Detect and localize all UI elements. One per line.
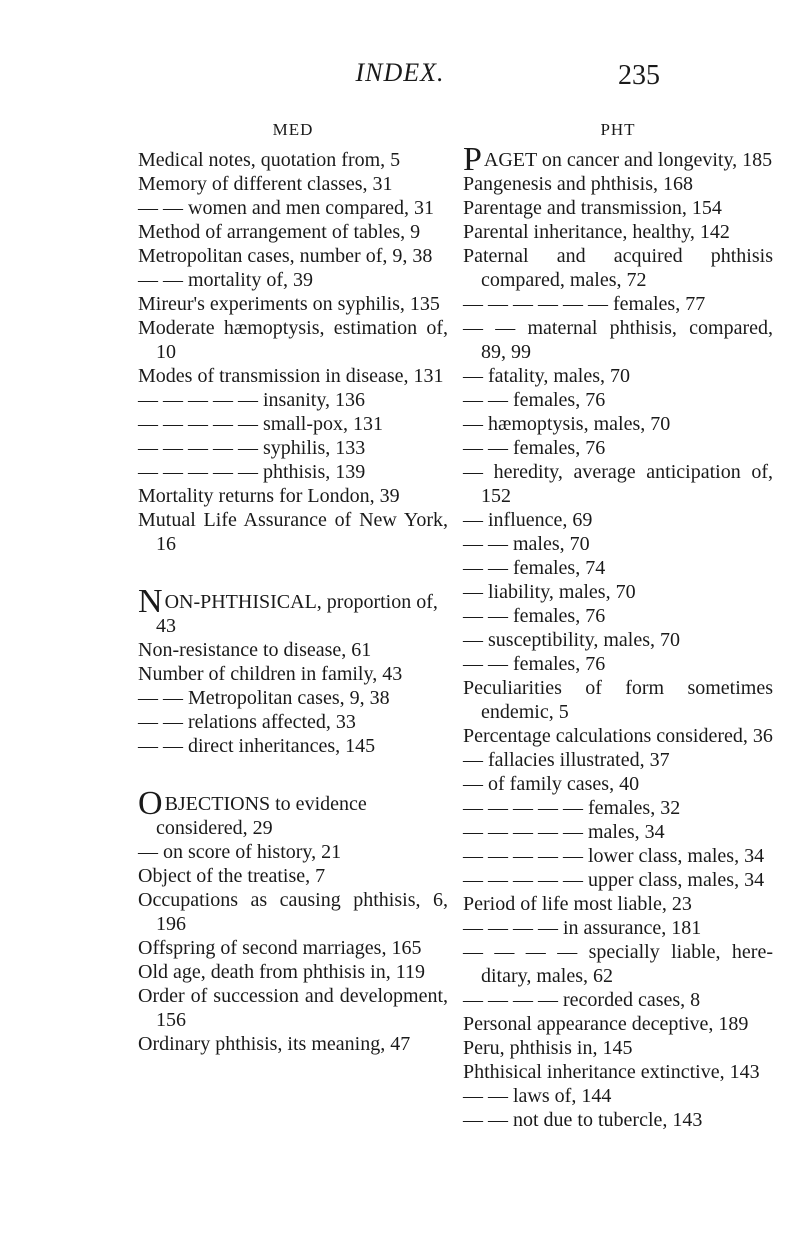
index-entry: Mireur's experiments on syphilis, 135: [138, 293, 440, 315]
index-entry: Non-resistance to disease, 61: [138, 639, 372, 661]
index-entry: Order of succession and development, 156: [138, 985, 448, 1031]
index-entry: — — — — specially liable, hereditary, males, 62: [463, 941, 773, 987]
index-entry: — — — — — small-pox, 131: [138, 413, 383, 435]
index-entry: — of family cases, 40: [463, 773, 640, 795]
index-entry: — — — — recorded cases, 8: [463, 989, 701, 1011]
index-entry: — — not due to tubercle, 143: [463, 1109, 703, 1131]
index-entry: — — — — — insanity, 136: [138, 389, 366, 411]
index-entry: — influence, 69: [463, 509, 593, 531]
index-entry: Moderate hæmoptysis, estimation of, 10: [138, 317, 448, 363]
index-entry: Percentage calculations considered, 36: [463, 725, 773, 747]
index-entry: — — females, 76: [463, 389, 606, 411]
right-column: [463, 118, 773, 1132]
index-entry: Phthisical inheritance extinctive, 143: [463, 1061, 760, 1083]
index-entry: — — — — — lower class, males, 34: [463, 845, 765, 867]
index-entry: — — females, 76: [463, 653, 606, 675]
index-entry: — — laws of, 144: [463, 1085, 612, 1107]
index-entry: Personal appearance deceptive, 189: [463, 1013, 749, 1035]
index-entry: — — direct inheritances, 145: [138, 735, 376, 757]
dropcap-n: N: [138, 583, 163, 620]
index-entry-p-lead: [463, 141, 773, 178]
entry-list-n: [138, 638, 448, 758]
index-entry: — fatality, males, 70: [463, 365, 630, 387]
index-entry: — heredity, average anticipation of, 152: [463, 461, 773, 507]
left-column: [138, 118, 448, 1056]
index-entry: Parental inheritance, healthy, 142: [463, 221, 730, 243]
page-number: 235: [618, 60, 660, 91]
index-entry: — — females, 74: [463, 557, 606, 579]
dropcap-p: P: [463, 141, 482, 178]
index-entry-o-lead: [138, 785, 448, 840]
right-column-heading: PHT: [600, 120, 636, 139]
index-entry: — fallacies illustrated, 37: [463, 749, 670, 771]
index-entry: — — Metropolitan cases, 9, 38: [138, 687, 390, 709]
index-entry: Metropolitan cases, number of, 9, 38: [138, 245, 433, 267]
entry-list-m: [138, 148, 448, 556]
entry-text: BJECTIONS to evidence considered, 29: [156, 793, 367, 839]
index-entry: — — maternal phthisis, compared, 89, 99: [463, 317, 773, 363]
index-entry: Parentage and transmission, 154: [463, 197, 722, 219]
index-entry: Period of life most liable, 23: [463, 893, 692, 915]
index-entry: — — relations affected, 33: [138, 711, 356, 733]
index-entry: — — — — — upper class, males, 34: [463, 869, 765, 891]
index-entry: — — females, 76: [463, 437, 606, 459]
index-entry: Medical notes, quotation from, 5: [138, 149, 401, 171]
index-entry: — — males, 70: [463, 533, 590, 555]
index-entry: — liability, males, 70: [463, 581, 636, 603]
index-entry-n-lead: [138, 583, 448, 638]
index-entry: — — — — — females, 32: [463, 797, 681, 819]
entry-list-o: [138, 840, 448, 1056]
index-entry: Peculiarities of form sometimes endemic, 5: [463, 677, 773, 723]
index-entry: — — mortality of, 39: [138, 269, 313, 291]
index-entry: — — — — in assurance, 181: [463, 917, 702, 939]
running-title: INDEX.: [355, 58, 445, 87]
index-entry: Modes of transmission in disease, 131: [138, 365, 444, 387]
index-entry: — — females, 76: [463, 605, 606, 627]
index-entry: Paternal and acquired phthisis compared, males, 72: [463, 245, 773, 291]
index-entry: Ordinary phthisis, its meaning, 47: [138, 1033, 411, 1055]
index-entry: — on score of history, 21: [138, 841, 342, 863]
dropcap-o: O: [138, 785, 163, 822]
entry-list-p: [463, 172, 773, 1132]
index-entry: Pangenesis and phthisis, 168: [463, 173, 693, 195]
index-entry: — — — — — — females, 77: [463, 293, 706, 315]
index-entry: Mortality returns for London, 39: [138, 485, 400, 507]
index-entry: — hæmoptysis, males, 70: [463, 413, 671, 435]
index-entry: Old age, death from phthisis in, 119: [138, 961, 425, 983]
index-entry: Occupations as causing phthisis, 6, 196: [138, 889, 448, 935]
index-entry: Offspring of second marriages, 165: [138, 937, 422, 959]
index-entry: Number of children in family, 43: [138, 663, 403, 685]
index-entry: — — women and men compared, 31: [138, 197, 435, 219]
index-entry: Method of arrangement of tables, 9: [138, 221, 421, 243]
index-entry: Object of the treatise, 7: [138, 865, 326, 887]
index-entry: Memory of different classes, 31: [138, 173, 393, 195]
left-column-heading: MED: [272, 120, 314, 139]
index-entry: — — — — — males, 34: [463, 821, 665, 843]
index-entry: — — — — — phthisis, 139: [138, 461, 366, 483]
entry-text: ON-PHTHISICAL, proportion of, 43: [156, 591, 438, 637]
index-entry: Peru, phthisis in, 145: [463, 1037, 633, 1059]
index-entry: — — — — — syphilis, 133: [138, 437, 366, 459]
index-entry: — susceptibility, males, 70: [463, 629, 681, 651]
index-entry: Mutual Life Assurance of New York, 16: [138, 509, 448, 555]
entry-text: AGET on cancer and longevity, 185: [483, 149, 773, 171]
